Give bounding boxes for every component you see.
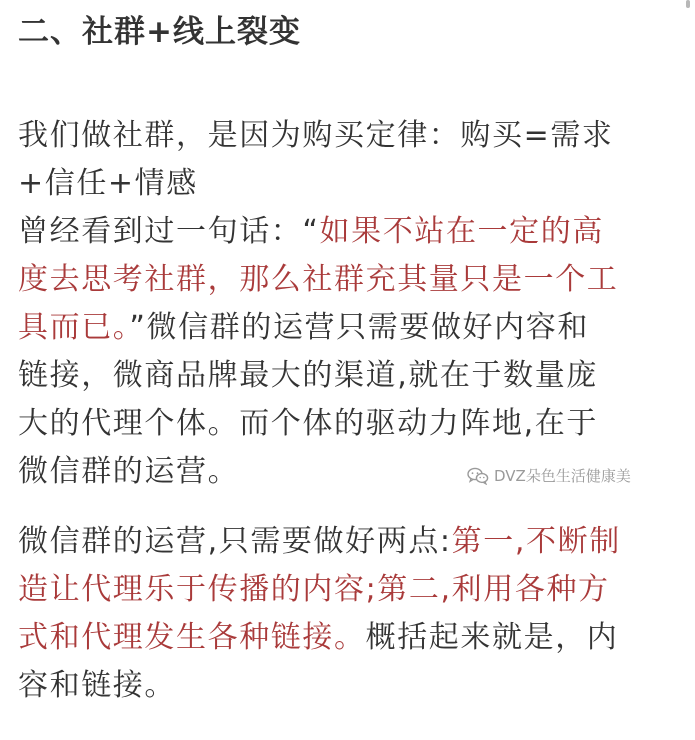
watermark-text: DVZ朵色生活健康美 <box>494 467 631 485</box>
quote-highlight: 具而已。 <box>18 310 130 345</box>
point-highlight: 式和代理发生各种链接。 <box>18 620 366 655</box>
text-line <box>18 304 690 352</box>
paragraph-purchase-law <box>18 112 690 496</box>
wechat-icon <box>467 467 489 485</box>
text-line <box>18 518 690 566</box>
paragraph-wechat-operation <box>18 518 690 710</box>
point-highlight-line: 造让代理乐于传播的内容;第二,利用各种方 <box>18 572 610 607</box>
quote-highlight: 如果不站在一定的高 <box>319 214 604 249</box>
text-line <box>18 208 690 256</box>
text-segment: 概括起来就是，内 <box>365 620 619 655</box>
text-segment: 微信群的运营,只需要做好两点: <box>18 524 452 559</box>
text-segment: ”微信群的运营只需要做好内容和 <box>129 310 589 345</box>
scroll-indicator[interactable] <box>686 0 690 8</box>
text-line: +信任+情感 <box>18 166 198 201</box>
text-segment: 曾经看到过一句话：“ <box>18 214 320 249</box>
watermark <box>467 466 631 486</box>
text-line: 我们做社群，是因为购买定律：购买=需求 <box>18 118 614 153</box>
quote-highlight-line: 度去思考社群，那么社群充其量只是一个工 <box>18 262 619 297</box>
text-line <box>18 614 690 662</box>
section-heading: 二、社群+线上裂变 <box>18 14 301 50</box>
point-highlight: 第一,不断制 <box>451 524 621 559</box>
text-line: 容和链接。 <box>18 668 176 703</box>
text-line: 链接，微商品牌最大的渠道,就在于数量庞 <box>18 358 598 393</box>
text-line: 微信群的运营。 <box>18 454 240 489</box>
text-line: 大的代理个体。而个体的驱动力阵地,在于 <box>18 406 598 441</box>
